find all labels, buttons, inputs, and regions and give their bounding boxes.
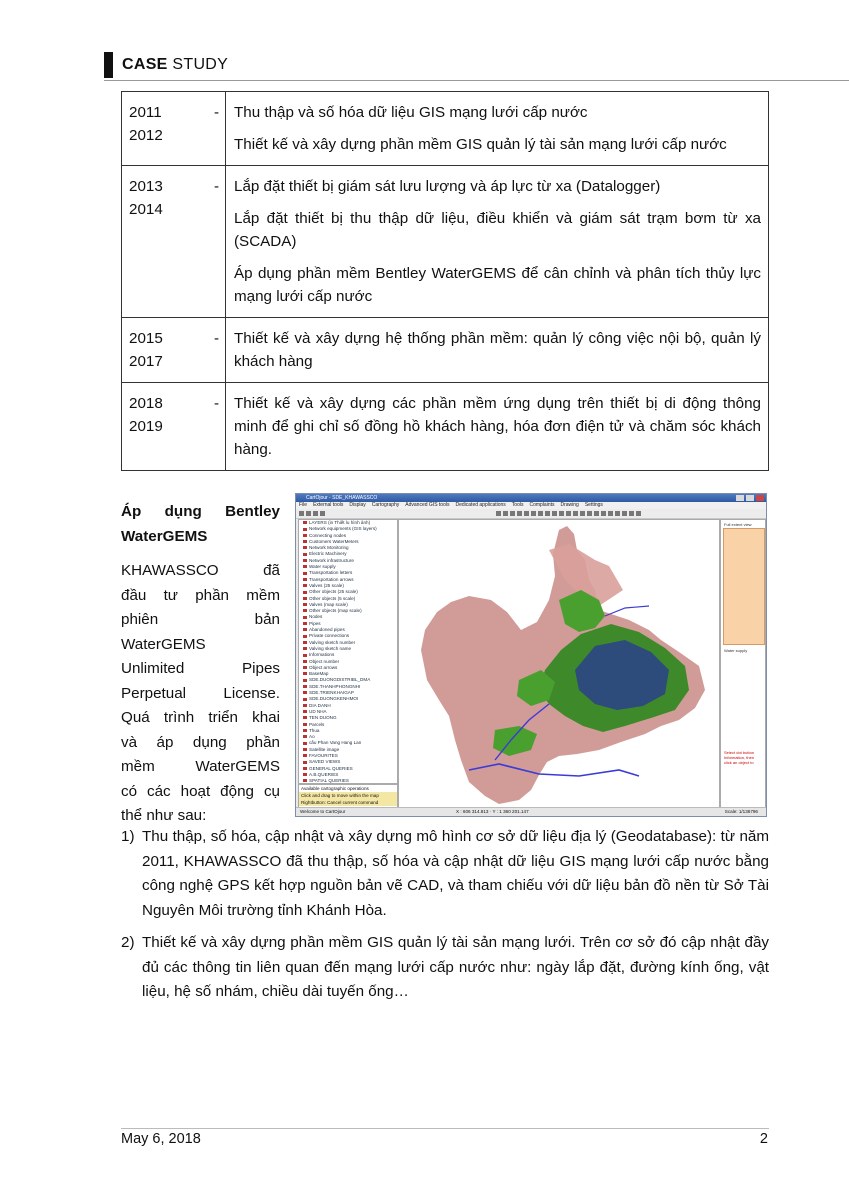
- tree-item[interactable]: Ao: [299, 734, 397, 740]
- network-map: [399, 520, 719, 809]
- event-item: Thiết kế và xây dựng các phần mềm ứng dụng trên thiết bị di động thông minh để ghi chỉ số đồng hồ khách hàng, hóa đơn điện tử và chăm sóc khách hàng.: [234, 395, 761, 458]
- tree-item[interactable]: Valving sketch name: [299, 646, 397, 652]
- layer-icon: [303, 691, 307, 694]
- event-item: Lắp đặt thiết bị thu thập dữ liệu, điều khiển và giám sát trạm bơm từ xa (SCADA): [234, 210, 761, 250]
- timeline-table: [121, 91, 769, 471]
- table-row: [122, 318, 769, 383]
- app-screenshot: [295, 493, 767, 817]
- tree-item[interactable]: UD NHA: [299, 709, 397, 715]
- side-title: Áp dụng Bentley: [121, 503, 280, 520]
- tree-item[interactable]: LAYERS (in Thiết lu hình ảnh): [299, 520, 397, 526]
- layer-icon: [303, 761, 307, 764]
- tree-item[interactable]: FAVOURITES: [299, 753, 397, 759]
- event-cell: [226, 318, 769, 383]
- toolbar: [296, 509, 766, 519]
- tree-item[interactable]: Other objects (5 scale): [299, 596, 397, 602]
- layer-icon: [303, 521, 307, 524]
- tree-item[interactable]: SDE.DUONGDISTRIBL_DMA: [299, 677, 397, 683]
- layer-icon: [303, 540, 307, 543]
- tree-item[interactable]: Connecting nodes: [299, 533, 397, 539]
- event-item: Thiết kế và xây dựng hệ thống phần mềm: quản lý công việc nội bộ, quản lý khách hàng: [234, 330, 761, 370]
- menu-item[interactable]: Advanced GIS tools: [405, 502, 450, 508]
- tree-item[interactable]: Network equipments (GIS layers): [299, 526, 397, 532]
- menu-item[interactable]: File: [299, 502, 308, 508]
- layer-icon: [303, 591, 307, 594]
- tree-item[interactable]: Informations: [299, 652, 397, 658]
- layer-icon: [303, 716, 307, 719]
- layer-icon: [303, 748, 307, 751]
- layer-icon: [303, 565, 307, 568]
- tree-item[interactable]: Other objects (25 scale): [299, 589, 397, 595]
- year-cell: 2013 - 2014: [122, 166, 226, 318]
- menu-item[interactable]: External tools: [313, 502, 344, 508]
- tree-item[interactable]: SPATIAL QUERIES: [299, 778, 397, 784]
- layer-icon: [303, 735, 307, 738]
- tree-item[interactable]: Pipes: [299, 621, 397, 627]
- layer-icon: [303, 572, 307, 575]
- tree-item[interactable]: SDE.DUONGKENHMOI: [299, 696, 397, 702]
- tree-item[interactable]: Customers WaterMeters: [299, 539, 397, 545]
- footer-rule: [121, 1128, 769, 1129]
- tree-item[interactable]: Other objects (map scale): [299, 608, 397, 614]
- layer-icon: [303, 660, 307, 663]
- tree-item[interactable]: Parcels: [299, 722, 397, 728]
- layer-icon: [303, 609, 307, 612]
- maximize-icon: [746, 495, 754, 501]
- side-title-2: WaterGEMS: [121, 527, 208, 545]
- tree-item[interactable]: Transportation letters: [299, 570, 397, 576]
- tree-item[interactable]: Thua: [299, 728, 397, 734]
- layer-icon: [303, 729, 307, 732]
- side-text: Áp dụng Bentley WaterGEMS KHAWASSCO đã đầu tư phần mềm phiên bản WaterGEMS Unlimited Pipes Perpetual License. Quá trình triển khai và áp dụng phần mềm WaterGEMS có các hoạt động cụ thể như sau:: [121, 500, 280, 829]
- status-bar: Welcome to CartOjour X : 606 314.813 · Y : 1 360 201.147 Scale: 1/136796: [296, 807, 766, 816]
- layer-icon: [303, 597, 307, 600]
- tree-item[interactable]: Object number: [299, 659, 397, 665]
- layer-icon: [303, 528, 307, 531]
- menu-item[interactable]: Dedicated applications: [455, 502, 506, 508]
- layer-icon: [303, 641, 307, 644]
- right-panel: Full extent view Water supply Select dot button Information, then click an object to: [720, 519, 766, 810]
- event-item: Lắp đặt thiết bị giám sát lưu lượng và áp lực từ xa (Datalogger): [234, 178, 661, 195]
- menu-item[interactable]: Display: [349, 502, 366, 508]
- tree-item[interactable]: A.B.QUERIES: [299, 772, 397, 778]
- tree-item[interactable]: SDE.TRIENKHAIGAP: [299, 690, 397, 696]
- table-row: [122, 92, 769, 166]
- minimize-icon: [736, 495, 744, 501]
- layer-icon: [303, 754, 307, 757]
- list-item: 2) Thiết kế và xây dựng phần mềm GIS quản lý tài sản mạng lưới. Trên cơ sở đó cập nhật đầy đủ các thông tin liên quan đến mạng lưới cấp nước như: ngày lắp đặt, đường kính ống, vật liệu, hệ số nhám, chiều dài tuyến ống…: [121, 934, 769, 1000]
- menu-item[interactable]: Complaints: [529, 502, 555, 508]
- tree-item[interactable]: GENERAL QUERIES: [299, 766, 397, 772]
- tree-item[interactable]: SDE.THANHPHONGNHI: [299, 684, 397, 690]
- tree-item[interactable]: Water supply: [299, 564, 397, 570]
- tree-item[interactable]: Abandoned pipes: [299, 627, 397, 633]
- window-titlebar: CartOjour - SDE_KHAWASSCO: [296, 494, 766, 502]
- layer-icon: [303, 635, 307, 638]
- menu-item[interactable]: Drawing: [560, 502, 579, 508]
- tree-item[interactable]: BaseMap: [299, 671, 397, 677]
- header-title: CASE STUDY: [122, 56, 229, 73]
- tree-item[interactable]: Electric Machinery: [299, 551, 397, 557]
- tree-item[interactable]: Network Monitoring: [299, 545, 397, 551]
- layer-icon: [303, 584, 307, 587]
- tree-item[interactable]: DIA DANH: [299, 703, 397, 709]
- layer-icon: [303, 685, 307, 688]
- tree-item[interactable]: Private connections: [299, 633, 397, 639]
- event-cell: [226, 92, 769, 166]
- tree-item[interactable]: Object arrows: [299, 665, 397, 671]
- tree-item[interactable]: Satellite image: [299, 747, 397, 753]
- tree-item[interactable]: Nodes: [299, 614, 397, 620]
- layer-icon: [303, 603, 307, 606]
- layer-icon: [303, 654, 307, 657]
- close-icon: [756, 495, 764, 501]
- layer-icon: [303, 616, 307, 619]
- event-item: Thiết kế và xây dựng phần mềm GIS quản lý tài sản mạng lưới cấp nước: [234, 136, 727, 153]
- year-cell: 2011 - 2012: [122, 92, 226, 166]
- tree-item[interactable]: Network infrastructure: [299, 558, 397, 564]
- footer-date: May 6, 2018: [121, 1131, 201, 1147]
- header-bar: [104, 52, 113, 78]
- tree-item[interactable]: SAVED VIEWS: [299, 759, 397, 765]
- layer-icon: [303, 773, 307, 776]
- operations-panel: Available cartographic operations Click and drag to move within the map Rightbutton: Cancel current command: [298, 784, 398, 810]
- menu-bar: [296, 502, 766, 509]
- tree-item[interactable]: Valving sketch number: [299, 640, 397, 646]
- layer-icon: [303, 553, 307, 556]
- header-rule: [104, 80, 849, 81]
- layer-icon: [303, 559, 307, 562]
- activity-list: [121, 825, 769, 1013]
- layer-icon: [303, 666, 307, 669]
- tree-item[interactable]: cấu Phan Vang Hang Lan: [299, 740, 397, 746]
- layer-icon: [303, 723, 307, 726]
- layer-icon: [303, 710, 307, 713]
- tree-item[interactable]: TEN DUONG: [299, 715, 397, 721]
- map-view: [398, 519, 720, 810]
- event-cell: [226, 383, 769, 471]
- year-cell: 2015 - 2017: [122, 318, 226, 383]
- tree-item[interactable]: Valves (25 scale): [299, 583, 397, 589]
- event-cell: [226, 166, 769, 318]
- layer-icon: [303, 704, 307, 707]
- overview-map: [723, 528, 765, 645]
- menu-item[interactable]: Settings: [584, 502, 603, 508]
- page-number: 2: [759, 1131, 768, 1147]
- page-header: [104, 52, 228, 78]
- layer-icon: [303, 698, 307, 701]
- layer-icon: [303, 742, 307, 745]
- year-cell: 2018 - 2019: [122, 383, 226, 471]
- menu-item[interactable]: Cartography: [371, 502, 400, 508]
- tree-item[interactable]: Transportation arrows: [299, 577, 397, 583]
- tree-item[interactable]: Valves (map scale): [299, 602, 397, 608]
- layer-icon: [303, 647, 307, 650]
- layer-icon: [303, 534, 307, 537]
- list-item: 1) Thu thập, số hóa, cập nhật và xây dựng mô hình cơ sở dữ liệu địa lý (Geodatabase): từ năm 2011, KHAWASSCO đã thu thập, số hóa và cập nhật dữ liệu GIS mạng lưới cấp nước bằng công nghệ GPS kết hợp nguồn bản vẽ CAD, và tham chiếu với dữ liệu bản đồ nền từ Sở Tài Nguyên Môi trường tỉnh Khánh Hòa.: [121, 828, 769, 919]
- layer-icon: [303, 578, 307, 581]
- menu-item[interactable]: Tools: [511, 502, 524, 508]
- table-row: [122, 166, 769, 318]
- layer-icon: [303, 672, 307, 675]
- event-item: Áp dụng phần mềm Bentley WaterGEMS để cân chỉnh và phân tích thủy lực mạng lưới cấp nước: [234, 265, 761, 305]
- table-row: [122, 383, 769, 471]
- layer-icon: [303, 779, 307, 782]
- layer-icon: [303, 546, 307, 549]
- layer-icon: [303, 679, 307, 682]
- layer-icon: [303, 622, 307, 625]
- layer-tree: [298, 519, 398, 784]
- layer-icon: [303, 628, 307, 631]
- event-item: Thu thập và số hóa dữ liệu GIS mạng lưới cấp nước: [234, 104, 588, 121]
- layer-icon: [303, 767, 307, 770]
